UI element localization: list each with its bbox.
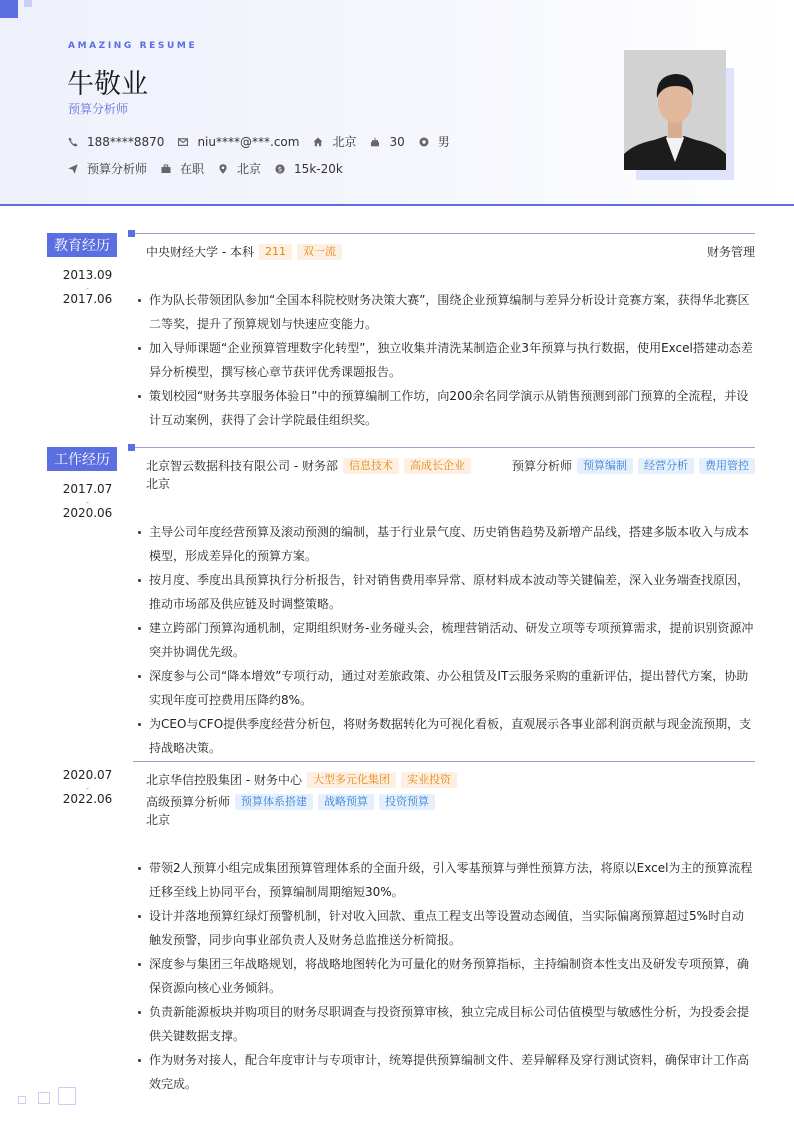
footer-decoration <box>18 1096 26 1104</box>
date-separator: - <box>86 498 89 507</box>
age-text: 30 <box>389 134 405 149</box>
list-item: 设计并落地预算红绿灯预警机制，针对收入回款、重点工程支出等设置动态阈值，当实际偏离预算超过5%时自动触发预警，同步向事业部负责人及财务总监推送分析简报。 <box>137 904 755 952</box>
job2-role: 高级预算分析师 <box>146 795 231 809</box>
job2-company-row <box>146 771 457 788</box>
intent-position-text: 预算分析师 <box>87 162 148 176</box>
email-text: niu****@***.com <box>197 134 300 149</box>
job2-end-date: 2022.06 <box>62 792 113 806</box>
list-item: 负责新能源板块并购项目的财务尽职调查与投资预算审核，独立完成目标公司估值模型与敏感性分析，为投委会提供关键数据支撑。 <box>137 1000 755 1048</box>
job2-city: 北京 <box>146 813 171 827</box>
section-marker <box>128 444 135 451</box>
gender-icon <box>419 137 429 147</box>
corner-decoration-small <box>24 0 32 7</box>
job1-bullets <box>137 520 755 760</box>
job2-company-tag: 实业投资 <box>401 772 457 788</box>
job-divider <box>133 761 755 762</box>
gender-text: 男 <box>437 135 450 149</box>
job1-company-row <box>146 457 471 474</box>
location-pin-icon <box>218 164 228 174</box>
list-item: 主导公司年度经营预算及滚动预测的编制，基于行业景气度、历史销售趋势及新增产品线，搭建多版本收入与成本模型，形成差异化的预算方案。 <box>137 520 755 568</box>
briefcase-icon <box>161 164 171 174</box>
list-item: 策划校园“财务共享服务体验日”中的预算编制工作坊，向200余名同学演示从销售预测到部门预算的全流程，并设计互动案例，获得了会计学院最佳组织奖。 <box>137 384 755 432</box>
location-item <box>313 133 356 150</box>
cake-icon <box>370 137 380 147</box>
job2-role-row <box>146 793 435 810</box>
education-section-label: 教育经历 <box>47 233 117 257</box>
job2-role-tag: 预算体系搭建 <box>235 794 313 810</box>
email-icon <box>178 137 188 147</box>
education-start-date: 2013.09 <box>62 268 113 282</box>
intent-status-text: 在职 <box>180 162 205 176</box>
list-item: 建立跨部门预算沟通机制，定期组织财务-业务碰头会，梳理营销活动、研发立项等专项预算需求，提前识别资源冲突并协调优先级。 <box>137 616 755 664</box>
job1-role-tag: 预算编制 <box>577 458 633 474</box>
intent-city-text: 北京 <box>237 162 262 176</box>
job1-start-date: 2017.07 <box>62 482 113 496</box>
list-item: 作为财务对接人，配合年度审计与专项审计，统筹提供预算编制文件、差异解释及穿行测试资料，确保审计工作高效完成。 <box>137 1048 755 1096</box>
list-item: 深度参与集团三年战略规划，将战略地图转化为可量化的财务预算指标，主持编制资本性支出及研发专项预算，确保资源向核心业务倾斜。 <box>137 952 755 1000</box>
work-section-label: 工作经历 <box>47 447 117 471</box>
gender-item <box>419 133 450 150</box>
list-item: 深度参与公司“降本增效”专项行动，通过对差旅政策、办公租赁及IT云服务采购的重新评估，提出替代方案，协助实现年度可控费用压降约8%。 <box>137 664 755 712</box>
job2-bullets <box>137 856 755 1096</box>
job2-role-tag: 投资预算 <box>379 794 435 810</box>
job2-company-tag: 大型多元化集团 <box>307 772 396 788</box>
education-school: 中央财经大学 - 本科 <box>146 245 254 259</box>
corner-decoration <box>0 0 18 18</box>
list-item: 带领2人预算小组完成集团预算管理体系的全面升级，引入零基预算与弹性预算方法，将原以Excel为主的预算流程迁移至线上协同平台，预算编制周期缩短30%。 <box>137 856 755 904</box>
phone-icon <box>68 137 78 147</box>
job1-role-tag: 费用管控 <box>699 458 755 474</box>
phone-item <box>68 135 164 149</box>
list-item: 为CEO与CFO提供季度经营分析包，将财务数据转化为可视化看板，直观展示各事业部利润贡献与现金流预期，支持战略决策。 <box>137 712 755 760</box>
money-icon <box>275 164 285 174</box>
job2-role-tag: 战略预算 <box>318 794 374 810</box>
footer-decoration <box>38 1092 50 1104</box>
section-divider <box>135 233 755 234</box>
job1-city: 北京 <box>146 477 171 491</box>
education-tag: 双一流 <box>297 244 342 260</box>
education-school-row <box>146 243 342 260</box>
job1-company-tag: 高成长企业 <box>404 458 471 474</box>
intent-city-item <box>218 160 261 177</box>
list-item: 作为队长带领团队参加“全国本科院校财务决策大赛”，围绕企业预算编制与差异分析设计竞赛方案，获得华北赛区二等奖，提升了预算规划与快速应变能力。 <box>137 288 755 336</box>
education-major: 财务管理 <box>706 245 755 259</box>
intent-row <box>68 160 357 177</box>
job1-role-row <box>512 457 755 474</box>
home-icon <box>313 137 323 147</box>
date-separator: - <box>86 784 89 793</box>
age-item <box>370 135 404 149</box>
section-divider <box>135 447 755 448</box>
phone-text: 188****8870 <box>87 134 165 149</box>
resume-header <box>0 0 794 206</box>
footer-decoration <box>58 1087 76 1105</box>
brand-tagline: AMAZING RESUME <box>68 41 198 51</box>
svg-text:$: $ <box>277 165 283 174</box>
list-item: 加入导师课题“企业预算管理数字化转型”，独立收集并清洗某制造企业3年预算与执行数据，使用Excel搭建动态差异分析模型，撰写核心章节获评优秀课题报告。 <box>137 336 755 384</box>
job2-company: 北京华信控股集团 - 财务中心 <box>146 773 302 787</box>
contact-row <box>68 133 464 150</box>
job1-company-tag: 信息技术 <box>343 458 399 474</box>
candidate-name: 牛敬业 <box>67 69 148 100</box>
intent-salary-text: 15k-20k <box>294 161 343 176</box>
intent-status-item <box>161 160 204 177</box>
job2-start-date: 2020.07 <box>62 768 113 782</box>
avatar <box>624 50 726 170</box>
education-tag: 211 <box>259 244 292 260</box>
job1-end-date: 2020.06 <box>62 506 113 520</box>
education-end-date: 2017.06 <box>62 292 113 306</box>
location-text: 北京 <box>332 135 357 149</box>
education-bullets <box>137 288 755 432</box>
intent-position-item <box>68 160 147 177</box>
list-item: 按月度、季度出具预算执行分析报告，针对销售费用率异常、原材料成本波动等关键偏差，深入业务端查找原因，推动市场部及供应链及时调整策略。 <box>137 568 755 616</box>
candidate-title: 预算分析师 <box>68 102 129 116</box>
job1-company: 北京智云数据科技有限公司 - 财务部 <box>146 459 338 473</box>
job1-role-tag: 经营分析 <box>638 458 694 474</box>
profile-photo <box>624 50 726 170</box>
job1-role: 预算分析师 <box>511 459 572 473</box>
date-separator: - <box>86 284 89 293</box>
intent-salary-item <box>275 162 343 176</box>
email-item <box>178 135 299 149</box>
section-marker <box>128 230 135 237</box>
send-icon <box>68 164 78 174</box>
